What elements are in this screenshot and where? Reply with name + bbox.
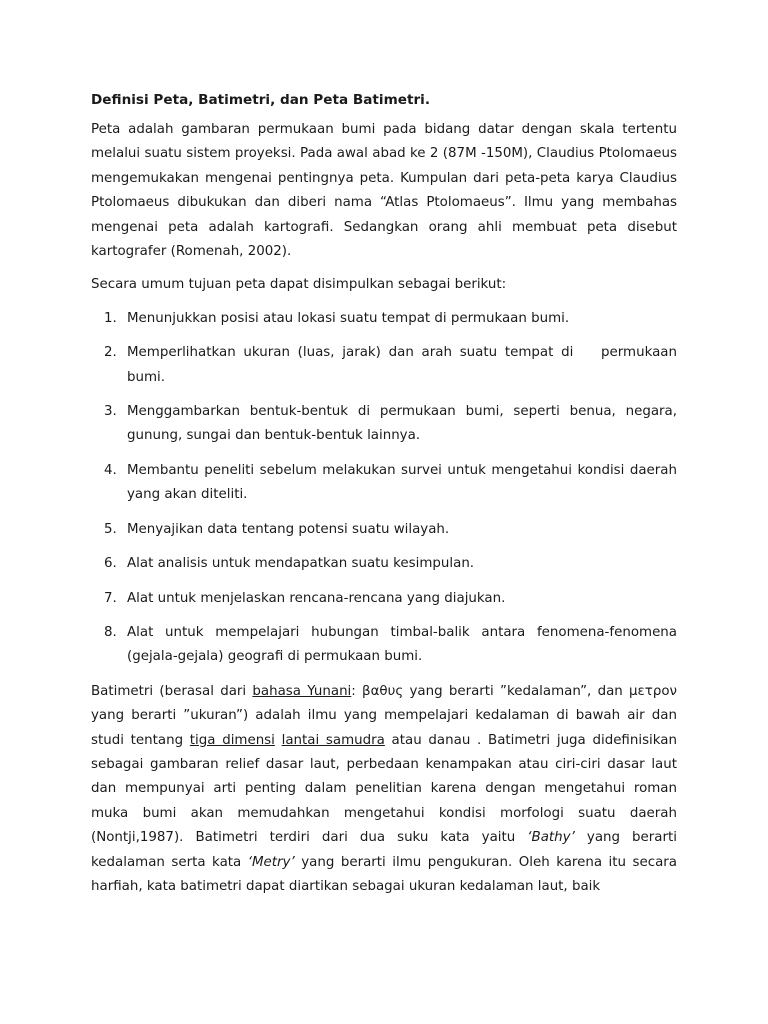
text-run: yang berarti ilmu pengukuran. Oleh karena itu secara harfiah, kata batimetri dapat diartikan sebagai ukuran kedalaman laut, baik [91, 854, 677, 894]
list-item-number: 5. [104, 521, 117, 537]
list-item-number: 7. [104, 590, 117, 606]
list-item-text: Menyajikan data tentang potensi suatu wilayah. [127, 521, 450, 537]
link-lantai-samudra[interactable]: lantai samudra [281, 732, 385, 748]
list-item-text: Memperlihatkan ukuran (luas, jarak) dan arah suatu tempat di [127, 345, 574, 361]
text-run: yang berarti kedalaman serta kata [91, 830, 677, 870]
link-bahasa-yunani[interactable]: bahasa Yunani [252, 683, 352, 699]
link-tiga-dimensi[interactable]: tiga dimensi [189, 732, 275, 748]
text-run [275, 733, 282, 748]
italic-term-bathy: ‘Bathy’ [527, 830, 575, 846]
list-item [91, 341, 677, 390]
text-run: Batimetri (berasal dari [91, 683, 253, 699]
list-item-number: 3. [104, 404, 117, 420]
document-body [91, 88, 677, 908]
list-item-text: Alat untuk menjelaskan rencana-rencana yang diajukan. [127, 590, 506, 606]
list-item-text: Menunjukkan posisi atau lokasi suatu tempat di permukaan bumi. [127, 310, 570, 326]
paragraph-tujuan-intro: Secara umum tujuan peta dapat disimpulkan sebagai berikut: [91, 277, 507, 293]
document-title: Definisi Peta, Batimetri, dan Peta Batimetri. [91, 92, 430, 108]
text-run: atau danau . Batimetri juga didefinisikan sebagai gambaran relief dasar laut, perbedaan kenampakan atau ciri-ciri dasar laut dan mempunyai arti penting dalam penelitian karena dengan mengetahui roman muka bumi akan memudahkan mengetahui kondisi morfologi suatu daerah (Nontji,1987). Batimetri terdiri dari dua suku kata yaitu [91, 732, 677, 846]
list-item-text: Alat analisis untuk mendapatkan suatu kesimpulan. [127, 556, 475, 572]
list-item-text: Alat untuk mempelajari hubungan timbal-balik antara fenomena-fenomena (gejala-gejala) geografi di permukaan bumi. [127, 624, 677, 665]
list-item-text-continued: permukaan bumi. [127, 345, 678, 385]
list-item-text: Membantu peneliti sebelum melakukan survei untuk mengetahui kondisi daerah yang akan diteliti. [127, 462, 677, 503]
list-item-number: 6. [104, 556, 117, 572]
text-run: : βαθυς yang berarti ”kedalaman”, dan μετρον yang berarti ”ukuran”) adalah ilmu yang mempelajari kedalaman di bawah air dan studi tentang [91, 683, 678, 748]
list-item-number: 8. [104, 624, 117, 640]
list-item [91, 518, 677, 542]
paragraph-definisi-peta: Peta adalah gambaran permukaan bumi pada bidang datar dengan skala tertentu melalui suatu sistem proyeksi. Pada awal abad ke 2 (87M -150M), Claudius Ptolomaeus mengemukakan mengenai pentingnya peta. Kumpulan dari peta-peta karya Claudius Ptolomaeus dibukukan dan diberi nama “Atlas Ptolomaeus”. Ilmu yang membahas mengenai peta adalah kartografi. Sedangkan orang ahli membuat peta disebut kartografer (Romenah, 2002). [91, 122, 677, 260]
list-item [91, 621, 677, 670]
list-item [91, 552, 677, 576]
italic-term-metry: ‘Metry’ [247, 854, 295, 870]
tujuan-peta-list [91, 307, 677, 670]
paragraph-batimetri [91, 680, 677, 900]
list-item-number: 2. [104, 345, 117, 361]
list-item-number: 4. [104, 462, 117, 478]
list-item [91, 307, 677, 331]
list-item [91, 587, 677, 611]
list-item [91, 400, 677, 449]
list-item [91, 459, 677, 508]
list-item-text: Menggambarkan bentuk-bentuk di permukaan bumi, seperti benua, negara, gunung, sungai dan bentuk-bentuk lainnya. [127, 404, 677, 444]
list-item-number: 1. [104, 310, 117, 326]
